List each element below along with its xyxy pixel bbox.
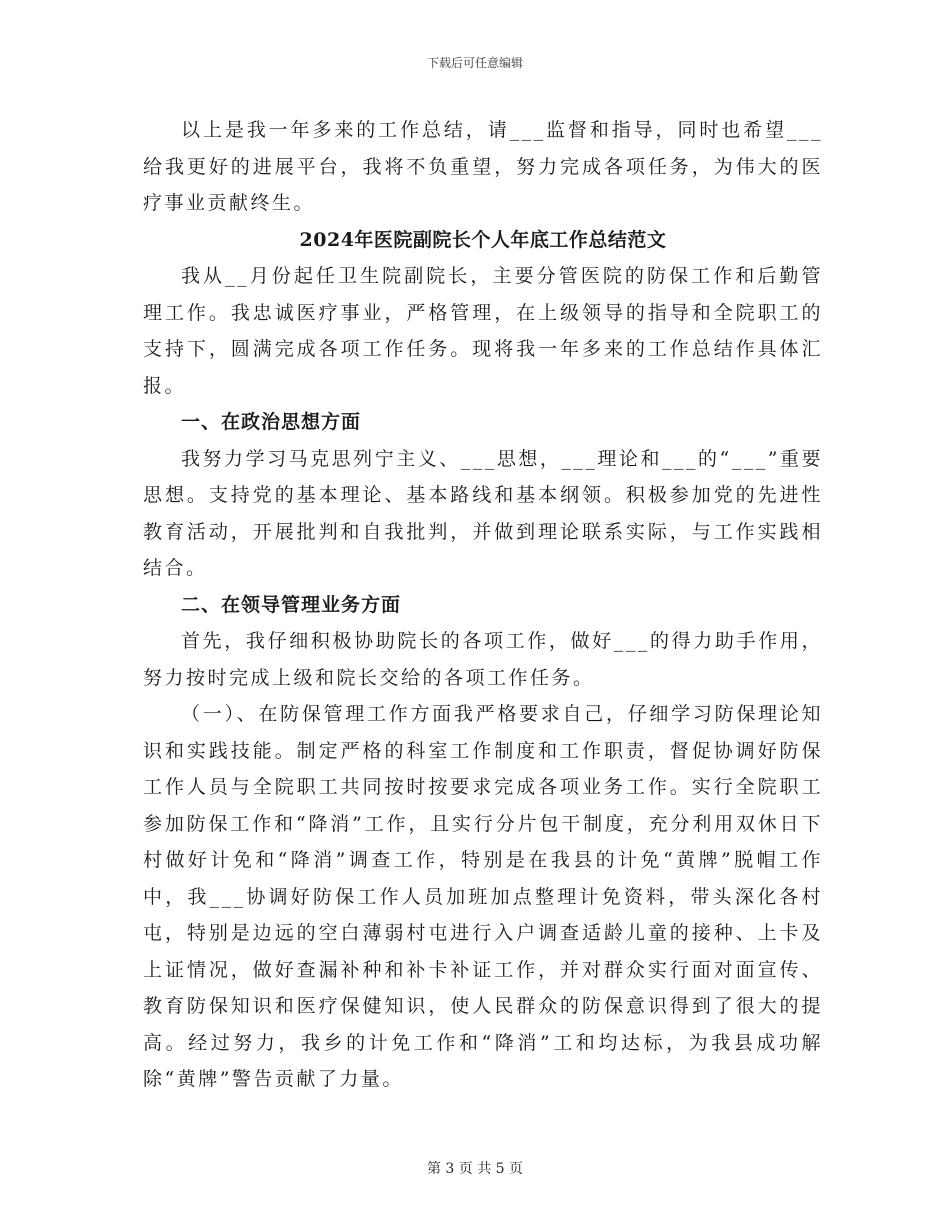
- intro-paragraph: 以上是我一年多来的工作总结，请___监督和指导，同时也希望___给我更好的进展平台，我将不负重望，努力完成各项任务，为伟大的医疗事业贡献终生。: [143, 119, 823, 214]
- paragraph-epidemic-prevention: （一）、在防保管理工作方面我严格要求自己，仔细学习防保理论知识和实践技能。制定严格的科室工作制度和工作职责，督促协调好防保工作人员与全院职工共同按时按要求完成各项业务工作。实行全院职工参加防保工作和“降消”工作，且实行分片包干制度，充分利用双休日下村做好计免和“降消”调查工作，特别是在我县的计免“黄牌”脱帽工作中，我___协调好防保工作人员加班加点整理计免资料，带头深化各村屯，特别是边远的空白薄弱村屯进行入户调查适龄儿童的接种、上卡及上证情况，做好查漏补种和补卡补证工作，并对群众实行面对面宣传、教育防保知识和医疗保健知识，使人民群众的防保意识得到了很大的提高。经过努力，我乡的计免工作和“降消”工和均达标，为我县成功解除“黄牌”警告贡献了力量。: [143, 703, 823, 1090]
- document-title: 2024年医院副院长个人年底工作总结范文: [299, 228, 667, 251]
- paragraph-overview: 我从__月份起任卫生院副院长，主要分管医院的防保工作和后勤管理工作。我忠诚医疗事业，严格管理，在上级领导的指导和全院职工的支持下，圆满完成各项工作任务。现将我一年多来的工作总结作具体汇报。: [143, 265, 823, 397]
- section-heading-political: 一、在政治思想方面: [181, 411, 362, 433]
- section-heading-management: 二、在领导管理业务方面: [181, 593, 402, 616]
- paragraph-political: 我努力学习马克思列宁主义、___思想，___理论和___的“___”重要思想。支持党的基本理论、基本路线和基本纲领。积极参加党的先进性教育活动，开展批判和自我批判，并做到理论联系实际，与工作实践相结合。: [143, 447, 823, 579]
- page-number: 第 3 页 共 5 页: [426, 1161, 524, 1177]
- document-body: [143, 112, 823, 1098]
- page-header: 下载后可任意编辑: [426, 56, 523, 70]
- paragraph-management-intro: 首先，我仔细积极协助院长的各项工作，做好___的得力助手作用，努力按时完成上级和院长交给的各项工作任务。: [143, 630, 823, 689]
